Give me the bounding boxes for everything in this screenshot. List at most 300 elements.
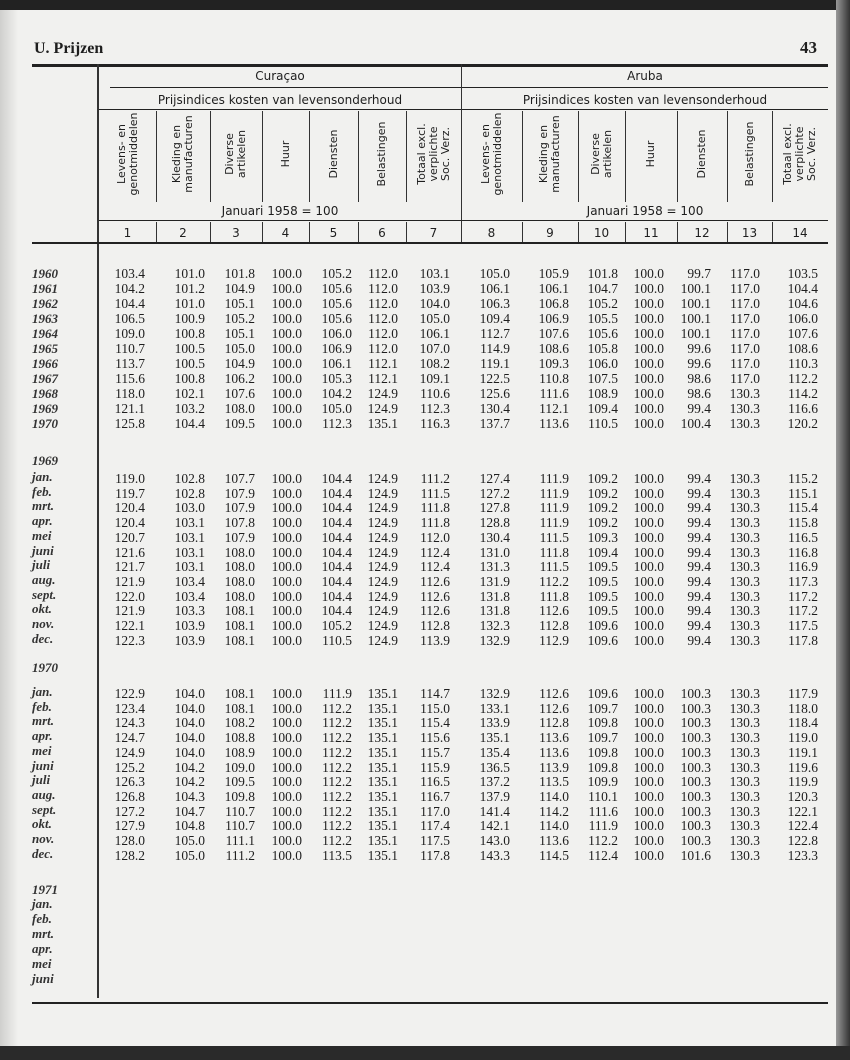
table-cell: 100.0 xyxy=(271,471,302,486)
table-cell: 135.1 xyxy=(367,788,398,804)
table-cell: 111.9 xyxy=(588,818,618,834)
table-cell: 103.4 xyxy=(174,588,205,604)
table-cell: 143.0 xyxy=(479,833,510,848)
table-cell: 115.8 xyxy=(788,515,818,531)
table-cell: 104.4 xyxy=(321,573,352,589)
column-number: 8 xyxy=(487,226,496,240)
table-cell: 117.0 xyxy=(730,281,760,296)
table-cell: 109.4 xyxy=(479,311,510,326)
table-cell: 130.3 xyxy=(729,603,760,619)
table-cell: 109.2 xyxy=(587,485,618,501)
table-cell: 100.0 xyxy=(633,744,664,760)
table-cell: 112.6 xyxy=(420,603,450,619)
table-cell: 111.1 xyxy=(225,833,255,848)
table-cell: 99.6 xyxy=(687,341,711,356)
table-cell: 124.9 xyxy=(367,588,398,604)
table-cell: 119.9 xyxy=(788,774,818,790)
table-cell: 124.9 xyxy=(367,559,398,575)
table-cell: 111.8 xyxy=(420,515,450,531)
table-cell: 124.9 xyxy=(367,529,398,545)
row-label: dec. xyxy=(32,630,54,646)
table-cell: 99.4 xyxy=(687,603,711,619)
table-cell: 121.1 xyxy=(114,401,145,416)
table-cell: 135.4 xyxy=(479,744,510,760)
table-cell: 107.6 xyxy=(538,326,569,341)
table-cell: 103.1 xyxy=(174,544,205,560)
row-label: 1970 xyxy=(32,416,58,431)
region-curacao-subtitle: Prijsindices kosten van levensonderhoud xyxy=(157,93,403,107)
table-cell: 108.9 xyxy=(224,744,255,760)
table-cell: 108.1 xyxy=(224,618,255,633)
table-cell: 117.0 xyxy=(730,326,760,341)
table-cell: 105.6 xyxy=(587,326,618,341)
table-cell: 100.0 xyxy=(633,356,664,371)
table-cell: 128.8 xyxy=(479,515,510,531)
section-year: 1971 xyxy=(32,882,58,897)
column-divider xyxy=(578,111,579,202)
table-cell: 112.7 xyxy=(480,326,510,341)
table-cell: 124.9 xyxy=(367,485,398,501)
table-cell: 124.9 xyxy=(367,544,398,560)
table-cell: 100.3 xyxy=(680,759,711,775)
table-cell: 119.7 xyxy=(115,485,145,501)
table-cell: 122.3 xyxy=(114,632,145,648)
column-divider xyxy=(358,111,359,202)
table-cell: 109.6 xyxy=(587,632,618,648)
table-cell: 112.2 xyxy=(322,818,352,834)
table-cell: 127.8 xyxy=(479,500,510,516)
table-cell: 101.8 xyxy=(587,266,618,281)
table-cell: 130.3 xyxy=(729,788,760,804)
column-header: Huur xyxy=(278,140,292,168)
table-cell: 117.8 xyxy=(788,632,818,648)
table-cell: 119.1 xyxy=(788,744,818,760)
table-cell: 130.3 xyxy=(729,559,760,575)
column-header: Diensten xyxy=(695,129,708,179)
table-cell: 102.8 xyxy=(174,471,205,486)
table-cell: 111.2 xyxy=(225,847,255,863)
table-cell: 112.0 xyxy=(368,296,398,311)
table-cell: 124.9 xyxy=(367,401,398,416)
table-cell: 108.8 xyxy=(224,730,255,746)
table-cell: 100.0 xyxy=(271,266,302,281)
table-cell: 100.1 xyxy=(680,281,711,296)
table-cell: 130.4 xyxy=(479,401,510,416)
row-label: 1960 xyxy=(32,266,58,281)
table-cell: 100.0 xyxy=(271,485,302,501)
table-cell: 100.0 xyxy=(271,788,302,804)
table-cell: 100.0 xyxy=(271,529,302,545)
table-cell: 106.1 xyxy=(479,281,510,296)
table-cell: 114.2 xyxy=(788,386,818,401)
table-cell: 108.1 xyxy=(224,700,255,716)
table-cell: 108.1 xyxy=(224,686,255,701)
table-cell: 103.9 xyxy=(174,632,205,648)
table-cell: 117.0 xyxy=(730,341,760,356)
table-cell: 135.1 xyxy=(367,700,398,716)
table-cell: 122.9 xyxy=(114,686,145,701)
table-cell: 100.0 xyxy=(271,356,302,371)
table-cell: 112.3 xyxy=(322,416,352,431)
table-cell: 125.8 xyxy=(114,416,145,431)
table-cell: 104.4 xyxy=(321,588,352,604)
table-cell: 112.0 xyxy=(368,266,398,281)
table-cell: 130.3 xyxy=(729,715,760,731)
table-cell: 100.3 xyxy=(680,744,711,760)
table-cell: 100.0 xyxy=(633,500,664,516)
table-cell: 112.6 xyxy=(539,686,569,701)
table-cell: 120.2 xyxy=(787,416,818,431)
column-divider xyxy=(727,111,728,202)
table-cell: 124.9 xyxy=(367,618,398,633)
column-header: Levens- en genotmiddelen xyxy=(478,112,504,196)
row-label: nov. xyxy=(32,616,55,631)
table-cell: 101.6 xyxy=(680,847,711,863)
table-cell: 132.3 xyxy=(479,618,510,633)
table-cell: 111.9 xyxy=(539,485,569,501)
table-cell: 100.0 xyxy=(633,296,664,311)
table-cell: 130.3 xyxy=(729,833,760,848)
table-cell: 100.3 xyxy=(680,803,711,819)
table-cell: 109.3 xyxy=(538,356,569,371)
table-cell: 100.0 xyxy=(633,715,664,731)
table-cell: 104.2 xyxy=(174,759,205,775)
table-cell: 103.1 xyxy=(174,559,205,575)
table-cell: 107.9 xyxy=(224,500,255,516)
table-cell: 100.0 xyxy=(271,833,302,848)
table-cell: 117.0 xyxy=(730,356,760,371)
table-cell: 108.1 xyxy=(224,632,255,648)
table-cell: 127.4 xyxy=(479,471,510,486)
table-cell: 100.0 xyxy=(633,803,664,819)
region-aruba-base: Januari 1958 = 100 xyxy=(586,204,704,218)
page-number: 43 xyxy=(800,38,817,57)
table-cell: 100.9 xyxy=(174,311,205,326)
table-cell: 101.0 xyxy=(174,266,205,281)
table-cell: 99.4 xyxy=(687,573,711,589)
column-number: 13 xyxy=(741,226,758,240)
table-cell: 100.0 xyxy=(271,774,302,790)
table-cell: 106.0 xyxy=(321,326,352,341)
table-cell: 112.1 xyxy=(539,401,569,416)
table-cell: 121.9 xyxy=(114,603,145,619)
row-label: mei xyxy=(32,742,52,758)
table-cell: 111.9 xyxy=(539,500,569,516)
table-cell: 100.0 xyxy=(633,326,664,341)
table-cell: 130.3 xyxy=(729,588,760,604)
table-cell: 106.1 xyxy=(419,326,450,341)
table-cell: 100.1 xyxy=(680,326,711,341)
table-cell: 130.3 xyxy=(729,847,760,863)
table-cell: 103.3 xyxy=(174,603,205,619)
table-cell: 100.0 xyxy=(633,371,664,386)
table-cell: 100.0 xyxy=(271,759,302,775)
table-cell: 104.9 xyxy=(224,356,255,371)
section-year: 1969 xyxy=(32,453,58,468)
table-cell: 110.6 xyxy=(420,386,450,401)
table-cell: 104.8 xyxy=(174,818,205,834)
table-cell: 115.1 xyxy=(788,485,818,501)
column-number: 1 xyxy=(123,226,132,240)
table-cell: 109.3 xyxy=(587,529,618,545)
table-cell: 122.8 xyxy=(787,833,818,848)
table-cell: 104.2 xyxy=(114,281,145,296)
table-cell: 135.1 xyxy=(367,774,398,790)
table-cell: 109.2 xyxy=(587,471,618,486)
table-cell: 100.0 xyxy=(271,559,302,575)
table-cell: 112.4 xyxy=(588,847,618,863)
table-cell: 102.1 xyxy=(174,386,205,401)
table-cell: 112.1 xyxy=(368,356,398,371)
table-cell: 107.5 xyxy=(587,371,618,386)
table-cell: 135.1 xyxy=(367,759,398,775)
table-cell: 109.6 xyxy=(587,618,618,633)
row-label: apr. xyxy=(32,513,53,529)
table-cell: 113.7 xyxy=(115,356,145,371)
table-cell: 111.6 xyxy=(588,803,618,819)
table-cell: 119.1 xyxy=(480,356,510,371)
table-cell: 130.3 xyxy=(729,386,760,401)
table-cell: 101.0 xyxy=(174,296,205,311)
table-cell: 130.3 xyxy=(729,544,760,560)
table-cell: 100.0 xyxy=(633,686,664,701)
rule xyxy=(110,87,461,88)
table-cell: 100.1 xyxy=(680,296,711,311)
table-cell: 100.0 xyxy=(633,386,664,401)
table-cell: 109.6 xyxy=(587,686,618,701)
table-cell: 104.6 xyxy=(787,296,818,311)
table-cell: 100.0 xyxy=(271,311,302,326)
table-cell: 112.8 xyxy=(539,618,569,633)
table-cell: 100.0 xyxy=(633,603,664,619)
table-cell: 104.2 xyxy=(174,774,205,790)
table-cell: 100.0 xyxy=(633,573,664,589)
table-cell: 100.3 xyxy=(680,686,711,701)
column-number: 2 xyxy=(179,226,187,240)
table-cell: 111.8 xyxy=(539,588,569,604)
table-cell: 112.0 xyxy=(420,529,450,545)
table-cell: 104.4 xyxy=(321,559,352,575)
table-cell: 114.2 xyxy=(539,803,569,819)
table-cell: 107.6 xyxy=(224,386,255,401)
column-number: 5 xyxy=(329,226,338,240)
table-cell: 123.4 xyxy=(114,700,145,716)
table-cell: 100.0 xyxy=(271,386,302,401)
table-cell: 108.6 xyxy=(538,341,569,356)
table-cell: 113.6 xyxy=(539,730,569,746)
section-title: U. Prijzen xyxy=(34,40,104,57)
table-cell: 128.0 xyxy=(114,833,145,848)
table-cell: 106.3 xyxy=(479,296,510,311)
table-cell: 127.2 xyxy=(479,485,510,501)
table-cell: 108.1 xyxy=(224,603,255,619)
table-cell: 104.4 xyxy=(321,529,352,545)
table-cell: 100.0 xyxy=(633,632,664,648)
table-cell: 110.5 xyxy=(588,416,618,431)
column-header: Diverse artikelen xyxy=(588,129,614,179)
table-cell: 100.1 xyxy=(680,311,711,326)
row-label: mrt. xyxy=(32,713,55,729)
table-cell: 109.5 xyxy=(587,588,618,604)
table-cell: 116.8 xyxy=(788,544,818,560)
row-label: okt. xyxy=(32,816,52,832)
table-cell: 105.2 xyxy=(224,311,255,326)
table-cell: 112.6 xyxy=(420,588,450,604)
column-number: 3 xyxy=(232,226,240,240)
table-cell: 130.3 xyxy=(729,818,760,834)
table-cell: 105.0 xyxy=(174,833,205,848)
row-label: aug. xyxy=(32,571,56,587)
table-cell: 114.0 xyxy=(539,818,569,834)
table-cell: 98.6 xyxy=(687,386,711,401)
row-label: 1966 xyxy=(32,356,58,371)
header-bottom-rule xyxy=(32,242,828,244)
table-cell: 130.3 xyxy=(729,618,760,633)
table-cell: 124.9 xyxy=(367,632,398,648)
table-cell: 126.8 xyxy=(114,788,145,804)
table-cell: 116.7 xyxy=(420,788,450,804)
table-cell: 121.7 xyxy=(114,559,145,575)
table-cell: 103.1 xyxy=(174,529,205,545)
column-number: 6 xyxy=(378,226,386,240)
table-cell: 105.2 xyxy=(321,266,352,281)
table-cell: 103.1 xyxy=(419,266,450,281)
table-cell: 104.0 xyxy=(419,296,450,311)
row-label: dec. xyxy=(32,845,54,861)
table-cell: 112.0 xyxy=(368,326,398,341)
table-cell: 112.2 xyxy=(788,371,818,386)
table-cell: 112.6 xyxy=(420,573,450,589)
table-cell: 105.1 xyxy=(224,296,255,311)
table-cell: 135.1 xyxy=(367,730,398,746)
table-cell: 111.5 xyxy=(539,529,569,545)
region-curacao-base: Januari 1958 = 100 xyxy=(221,204,339,218)
table-cell: 109.4 xyxy=(587,544,618,560)
table-cell: 124.7 xyxy=(114,730,145,746)
row-label: okt. xyxy=(32,601,52,617)
table-cell: 100.0 xyxy=(633,311,664,326)
table-cell: 118.4 xyxy=(788,715,818,731)
table-cell: 120.4 xyxy=(114,500,145,516)
table-cell: 125.6 xyxy=(479,386,510,401)
table-cell: 100.0 xyxy=(271,371,302,386)
table-cell: 112.1 xyxy=(368,371,398,386)
table-cell: 124.9 xyxy=(114,744,145,760)
table-cell: 117.0 xyxy=(730,266,760,281)
table-cell: 111.9 xyxy=(539,515,569,531)
table-cell: 117.2 xyxy=(788,588,818,604)
table-cell: 130.3 xyxy=(729,401,760,416)
table-cell: 135.1 xyxy=(367,686,398,701)
table-cell: 132.9 xyxy=(479,686,510,701)
table-cell: 112.4 xyxy=(420,544,450,560)
table-cell: 105.0 xyxy=(224,341,255,356)
table-cell: 135.1 xyxy=(367,818,398,834)
table-cell: 116.5 xyxy=(420,774,450,790)
table-cell: 100.0 xyxy=(271,544,302,560)
row-label: 1965 xyxy=(32,341,58,356)
table-cell: 112.2 xyxy=(322,744,352,760)
table-cell: 104.0 xyxy=(174,730,205,746)
table-cell: 100.0 xyxy=(271,500,302,516)
rule xyxy=(99,220,828,221)
table-cell: 114.9 xyxy=(480,341,510,356)
table-cell: 109.8 xyxy=(587,715,618,731)
row-label: mrt. xyxy=(32,498,55,514)
row-label: 1969 xyxy=(32,401,58,416)
column-number: 4 xyxy=(281,226,290,240)
column-header: Huur xyxy=(644,140,657,168)
table-cell: 135.1 xyxy=(367,416,398,431)
table-cell: 100.0 xyxy=(633,515,664,531)
table-cell: 109.5 xyxy=(224,774,255,790)
table-cell: 125.2 xyxy=(114,759,145,775)
table-cell: 128.2 xyxy=(114,847,145,863)
table-cell: 100.0 xyxy=(633,559,664,575)
table-cell: 124.9 xyxy=(367,500,398,516)
table-bottom-rule xyxy=(32,1002,828,1004)
table-cell: 110.1 xyxy=(588,788,618,804)
table-cell: 122.0 xyxy=(114,588,145,604)
table-cell: 111.5 xyxy=(420,485,450,501)
table-cell: 108.0 xyxy=(224,573,255,589)
column-divider xyxy=(309,111,310,202)
table-cell: 103.4 xyxy=(174,573,205,589)
column-header: Kleding en manufacturen xyxy=(170,115,195,193)
table-cell: 124.9 xyxy=(367,603,398,619)
table-cell: 115.6 xyxy=(115,371,145,386)
table-cell: 118.0 xyxy=(788,700,818,716)
table-cell: 124.9 xyxy=(367,515,398,531)
table-cell: 110.7 xyxy=(225,803,255,819)
table-cell: 100.3 xyxy=(680,788,711,804)
row-label: juni xyxy=(32,542,54,558)
row-label: nov. xyxy=(32,831,55,846)
row-label: 1961 xyxy=(32,281,58,296)
table-cell: 100.3 xyxy=(680,700,711,716)
scan-border-top xyxy=(0,0,850,10)
table-cell: 100.0 xyxy=(271,618,302,633)
row-label: jan. xyxy=(32,684,53,699)
table-cell: 100.4 xyxy=(680,416,711,431)
table-cell: 108.9 xyxy=(587,386,618,401)
table-cell: 113.9 xyxy=(539,759,569,775)
row-label: feb. xyxy=(32,911,52,926)
row-label: 1967 xyxy=(32,371,58,386)
table-cell: 120.4 xyxy=(114,515,145,531)
row-label: 1963 xyxy=(32,311,58,326)
table-cell: 109.5 xyxy=(587,603,618,619)
table-cell: 122.5 xyxy=(479,371,510,386)
table-cell: 112.2 xyxy=(322,833,352,848)
table-cell: 113.5 xyxy=(539,774,569,790)
table-cell: 103.0 xyxy=(174,500,205,516)
column-divider xyxy=(677,111,678,202)
table-cell: 99.7 xyxy=(687,266,711,281)
table-cell: 116.6 xyxy=(788,401,818,416)
table-cell: 110.3 xyxy=(788,356,818,371)
table-cell: 99.4 xyxy=(687,559,711,575)
table-cell: 105.0 xyxy=(479,266,510,281)
table-cell: 103.2 xyxy=(174,401,205,416)
table-cell: 115.4 xyxy=(788,500,818,516)
table-cell: 100.0 xyxy=(633,281,664,296)
table-cell: 100.0 xyxy=(633,544,664,560)
table-cell: 108.0 xyxy=(224,588,255,604)
column-divider xyxy=(522,111,523,202)
table-cell: 111.9 xyxy=(322,686,352,701)
row-label: juni xyxy=(32,757,54,773)
